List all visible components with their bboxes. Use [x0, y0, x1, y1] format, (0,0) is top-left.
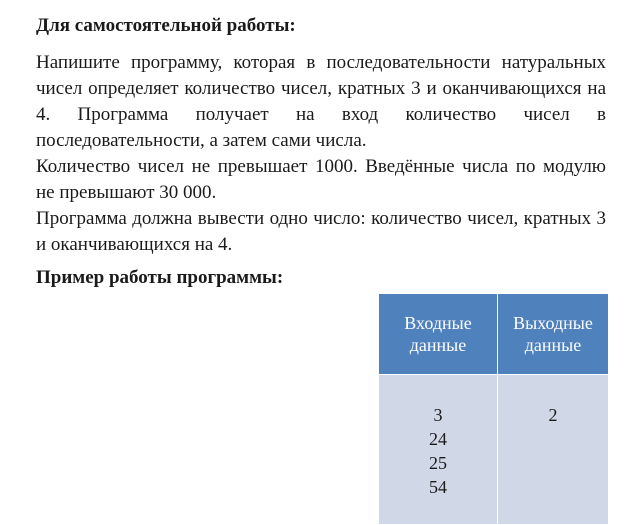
output-data-cell [498, 375, 609, 525]
task-constraints: Количество чисел не превышает 1000. Введённые числа по модулю не превышают 30 000. [36, 156, 606, 203]
example-heading: Пример работы программы: [36, 267, 284, 288]
header-output-data: Выходные данные [498, 294, 609, 375]
header-input-data: Входные данные [379, 294, 498, 375]
example-table [378, 293, 609, 525]
task-heading: Для самостоятельной работы: [36, 15, 296, 36]
input-value: 3 [433, 405, 443, 425]
input-value: 54 [429, 477, 447, 497]
task-description: Напишите программу, которая в последовательности натуральных чисел определяет количество чисел, кратных 3 и оканчивающихся на 4. Программа получает на вход количество чисел в последовательности, а затем сами числа. [36, 52, 606, 151]
output-value: 2 [548, 405, 558, 425]
table-row [379, 375, 609, 525]
table-header-row [379, 294, 609, 375]
task-output-requirement: Программа должна вывести одно число: количество чисел, кратных 3 и оканчивающихся на 4. [36, 208, 606, 255]
input-value: 24 [429, 429, 447, 449]
input-value: 25 [429, 453, 447, 473]
input-data-cell [379, 375, 498, 525]
